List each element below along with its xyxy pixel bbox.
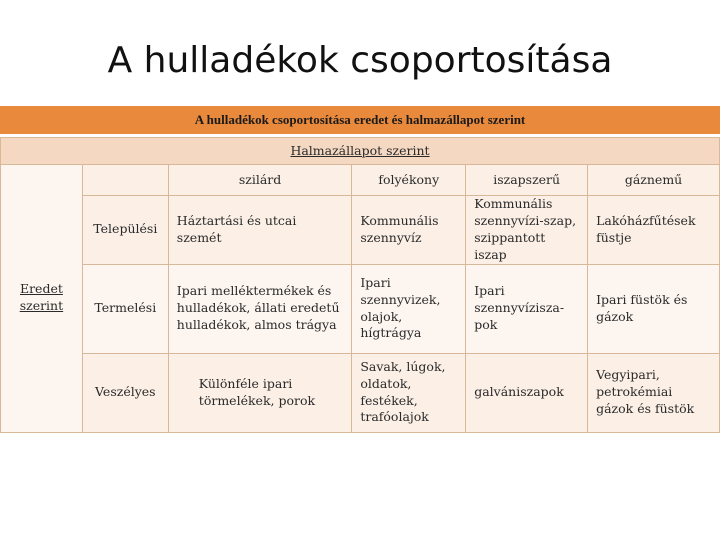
- table-cell: Háztartási és utcai szemét: [168, 196, 352, 265]
- table-header-text: Halmazállapot szerint: [290, 142, 430, 158]
- table-cell: Ipari melléktermékek és hulladékok, állati eredetű hulladékok, almos trágya: [168, 264, 352, 353]
- table-row: [1, 196, 720, 265]
- slide-title: A hulladékok csoportosítása: [107, 40, 613, 81]
- table-row: [1, 264, 720, 353]
- column-header-row: [1, 165, 720, 196]
- classification-table: [0, 137, 720, 433]
- banner: [0, 106, 720, 134]
- table-cell: Kommunális szennyvízi-szap, szippantott iszap: [466, 196, 588, 265]
- row-group-label: [1, 165, 83, 433]
- table-cell: Ipari füstök és gázok: [588, 264, 720, 353]
- row-label: Termelési: [82, 264, 168, 353]
- table-cell: Kommunális szennyvíz: [352, 196, 466, 265]
- table-cell: Vegyipari, petrokémiai gázok és füstök: [588, 353, 720, 432]
- table-header-row: [1, 138, 720, 165]
- column-header: szilárd: [168, 165, 352, 196]
- row-group-label-text: Eredet szerint: [19, 281, 64, 314]
- row-label: Települési: [82, 196, 168, 265]
- column-header: iszapszerű: [466, 165, 588, 196]
- table-row: [1, 353, 720, 432]
- banner-text: A hulladékok csoportosítása eredet és halmazállapot szerint: [194, 112, 526, 127]
- column-header: gáznemű: [588, 165, 720, 196]
- table-cell: galvániszapok: [466, 353, 588, 432]
- table-cell: Savak, lúgok, oldatok, festékek, trafóolajok: [352, 353, 466, 432]
- table-header: [1, 138, 720, 165]
- table-cell: Ipari szennyvízisza-pok: [466, 264, 588, 353]
- corner-cell: [82, 165, 168, 196]
- column-header: folyékony: [352, 165, 466, 196]
- table-cell: Lakóházfűtések füstje: [588, 196, 720, 265]
- table-cell: Ipari szennyvizek, olajok, hígtrágya: [352, 264, 466, 353]
- table-cell: Különféle ipari törmelékek, porok: [168, 353, 352, 432]
- row-label: Veszélyes: [82, 353, 168, 432]
